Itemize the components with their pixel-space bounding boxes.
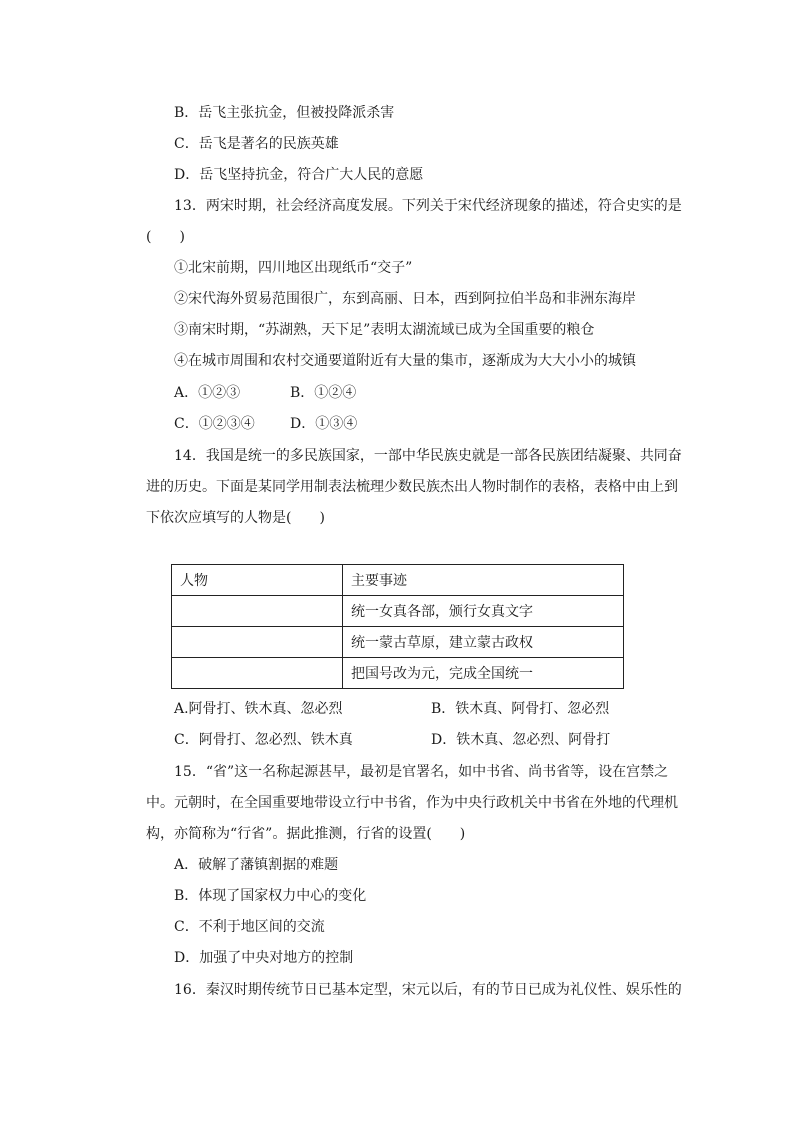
table-row	[172, 658, 624, 689]
table-cell-deeds: 统一女真各部，颁行女真文字	[343, 596, 624, 627]
table-header-person: 人物	[172, 565, 343, 596]
q15-option-c: C．不利于地区间的交流	[174, 919, 325, 935]
q12-option-c: C．岳飞是著名的民族英雄	[174, 136, 339, 152]
q13-item-2: ②宋代海外贸易范围很广，东到高丽、日本，西到阿拉伯半岛和非洲东海岸	[174, 291, 636, 307]
q15-stem-line3: 构，亦简称为“行省”。据此推测，行省的设置( )	[146, 826, 466, 842]
q14-option-d: D．铁木真、忽必烈、阿骨打	[431, 732, 611, 748]
q12-option-b: B．岳飞主张抗金，但被投降派杀害	[174, 105, 395, 121]
q16-stem-line1: 16．秦汉时期传统节日已基本定型，宋元以后，有的节日已成为礼仪性、娱乐性的	[174, 982, 682, 998]
q13-item-3: ③南宋时期，“苏湖熟，天下足”表明太湖流域已成为全国重要的粮仓	[174, 322, 595, 338]
q13-item-1: ①北宋前期，四川地区出现纸币“交子”	[174, 260, 413, 276]
q13-option-d: D．①③④	[290, 416, 358, 432]
q13-option-b: B．①②④	[290, 385, 357, 401]
q15-stem-line1: 15．“省”这一名称起源甚早，最初是官署名，如中书省、尚书省等，设在宫禁之	[174, 764, 669, 780]
q13-stem-line1: 13．两宋时期，社会经济高度发展。下列关于宋代经济现象的描述，符合史实的是	[174, 198, 682, 214]
q15-option-a: A．破解了藩镇割据的难题	[174, 857, 339, 873]
q15-option-d: D．加强了中央对地方的控制	[174, 950, 354, 966]
q12-option-d: D．岳飞坚持抗金，符合广大人民的意愿	[174, 167, 424, 183]
q13-option-c: C．①②③④	[174, 416, 255, 432]
q14-option-c: C．阿骨打、忽必烈、铁木真	[174, 732, 353, 748]
q14-figure-table	[171, 564, 624, 689]
table-header-deeds: 主要事迹	[343, 565, 624, 596]
q15-option-b: B．体现了国家权力中心的变化	[174, 888, 367, 904]
table-cell-person	[172, 596, 343, 627]
q14-stem-line2: 进的历史。下面是某同学用制表法梳理少数民族杰出人物时制作的表格，表格中由上到	[146, 479, 678, 495]
q13-stem-line2: ( )	[146, 229, 185, 245]
table-cell-deeds: 统一蒙古草原，建立蒙古政权	[343, 627, 624, 658]
q14-option-b: B．铁木真、阿骨打、忽必烈	[431, 701, 610, 717]
q15-stem-line2: 中。元朝时，在全国重要地带设立行中书省，作为中央行政机关中书省在外地的代理机	[146, 795, 678, 811]
q13-item-4: ④在城市周围和农村交通要道附近有大量的集市，逐渐成为大大小小的城镇	[174, 353, 636, 369]
table-header-row	[172, 565, 624, 596]
table-row	[172, 596, 624, 627]
table-cell-person	[172, 658, 343, 689]
q13-option-a: A．①②③	[174, 385, 241, 401]
table-cell-person	[172, 627, 343, 658]
q14-stem-line1: 14．我国是统一的多民族国家，一部中华民族史就是一部各民族团结凝聚、共同奋	[174, 448, 682, 464]
table-row	[172, 627, 624, 658]
table-cell-deeds: 把国号改为元，完成全国统一	[343, 658, 624, 689]
q14-stem-line3: 下依次应填写的人物是( )	[146, 510, 325, 526]
q14-option-a: A.阿骨打、铁木真、忽必烈	[174, 701, 343, 717]
